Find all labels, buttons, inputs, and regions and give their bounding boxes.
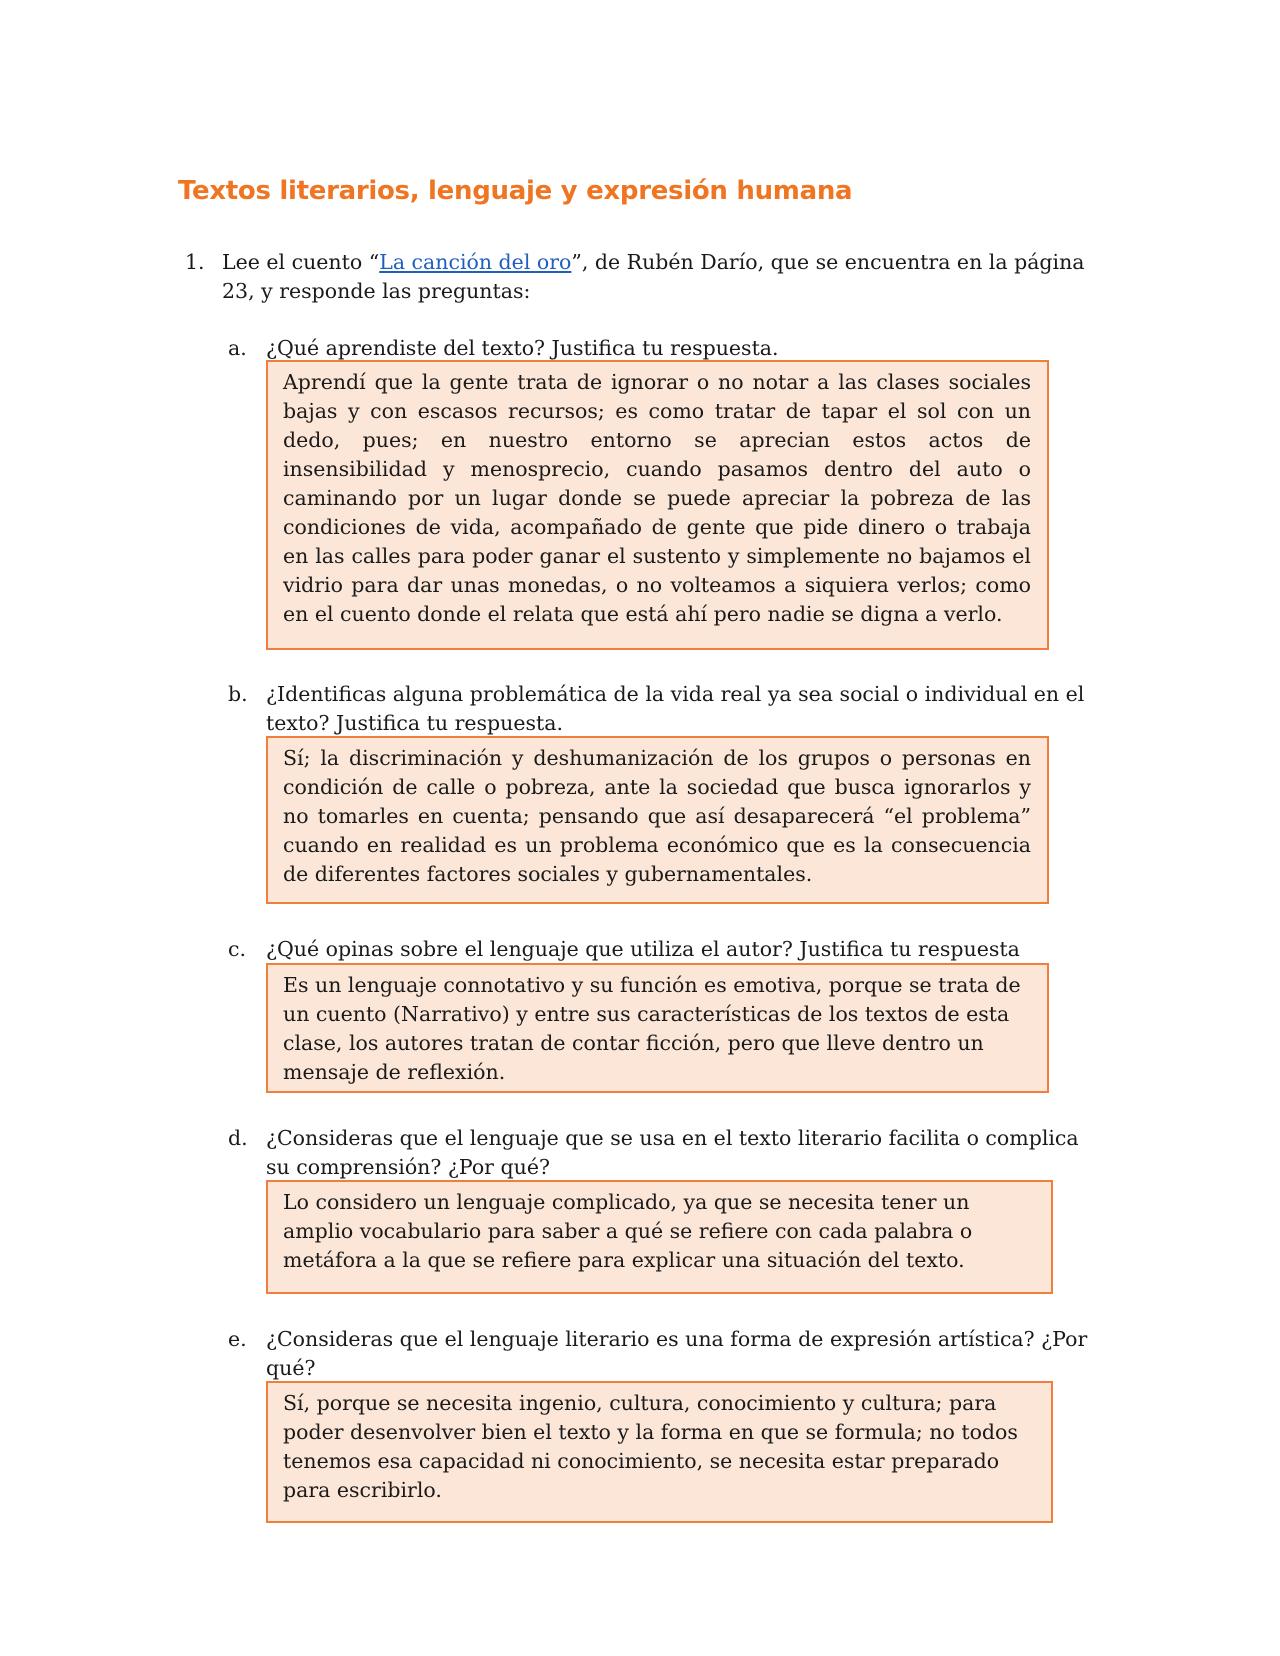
question-e <box>228 1325 1108 1383</box>
question-b <box>228 680 1108 738</box>
instruction-text-before-link: Lee el cuento “ <box>222 250 380 274</box>
story-link[interactable]: La canción del oro <box>379 250 572 274</box>
instruction-item <box>185 248 1105 306</box>
question-text: ¿Qué opinas sobre el lenguaje que utiliza el autor? Justifica tu respuesta <box>266 937 1020 961</box>
page-title: Textos literarios, lenguaje y expresión humana <box>178 176 853 206</box>
question-text: ¿Qué aprendiste del texto? Justifica tu respuesta. <box>266 336 779 360</box>
answer-box-e[interactable]: Sí, porque se necesita ingenio, cultura, conocimiento y cultura; para poder desenvolver bien el texto y la forma en que se formula; no todos tenemos esa capacidad ni conocimiento, se necesita estar preparado para escribirlo. <box>266 1381 1053 1523</box>
question-text: ¿Consideras que el lenguaje literario es una forma de expresión artística? ¿Por qué? <box>266 1327 1088 1380</box>
question-text: ¿Identificas alguna problemática de la vida real ya sea social o individual en el texto? Justifica tu respuesta. <box>266 682 1085 735</box>
answer-box-a[interactable]: Aprendí que la gente trata de ignorar o no notar a las clases sociales bajas y con escasos recursos; es como tratar de tapar el sol con un dedo, pues; en nuestro entorno se aprecian estos actos de insensibilidad y menosprecio, cuando pasamos dentro del auto o caminando por un lugar donde se puede apreciar la pobreza de las condiciones de vida, acompañado de gente que pide dinero o trabaja en las calles para poder ganar el sustento y simplemente no bajamos el vidrio para dar unas monedas, o no volteamos a siquiera verlos; como en el cuento donde el relata que está ahí pero nadie se digna a verlo. <box>266 360 1049 650</box>
question-letter: d. <box>228 1126 248 1150</box>
answer-box-c[interactable]: Es un lenguaje connotativo y su función es emotiva, porque se trata de un cuento (Narrativo) y entre sus características de los textos de esta clase, los autores tratan de contar ficción, pero que lleve dentro un mensaje de reflexión. <box>266 963 1049 1093</box>
question-letter: a. <box>228 336 247 360</box>
question-letter: b. <box>228 682 248 706</box>
question-letter: c. <box>228 937 246 961</box>
question-letter: e. <box>228 1327 247 1351</box>
question-d <box>228 1124 1108 1182</box>
instruction-text <box>222 248 1105 306</box>
answer-box-b[interactable]: Sí; la discriminación y deshumanización de los grupos o personas en condición de calle o pobreza, ante la sociedad que busca ignorarlos y no tomarles en cuenta; pensando que así desaparecerá “el problema” cuando en realidad es un problema económico que es la consecuencia de diferentes factores sociales y gubernamentales. <box>266 736 1049 904</box>
list-number: 1. <box>185 250 205 274</box>
answer-box-d[interactable]: Lo considero un lenguaje complicado, ya que se necesita tener un amplio vocabulario para saber a qué se refiere con cada palabra o metáfora a la que se refiere para explicar una situación del texto. <box>266 1180 1053 1294</box>
question-a <box>228 334 1108 363</box>
question-text: ¿Consideras que el lenguaje que se usa en el texto literario facilita o complica su comprensión? ¿Por qué? <box>266 1126 1079 1179</box>
question-c <box>228 935 1108 964</box>
instruction-text-after-link: ”, de Rubén Darío, que se encuentra en la página 23, y responde las preguntas: <box>222 250 1085 303</box>
